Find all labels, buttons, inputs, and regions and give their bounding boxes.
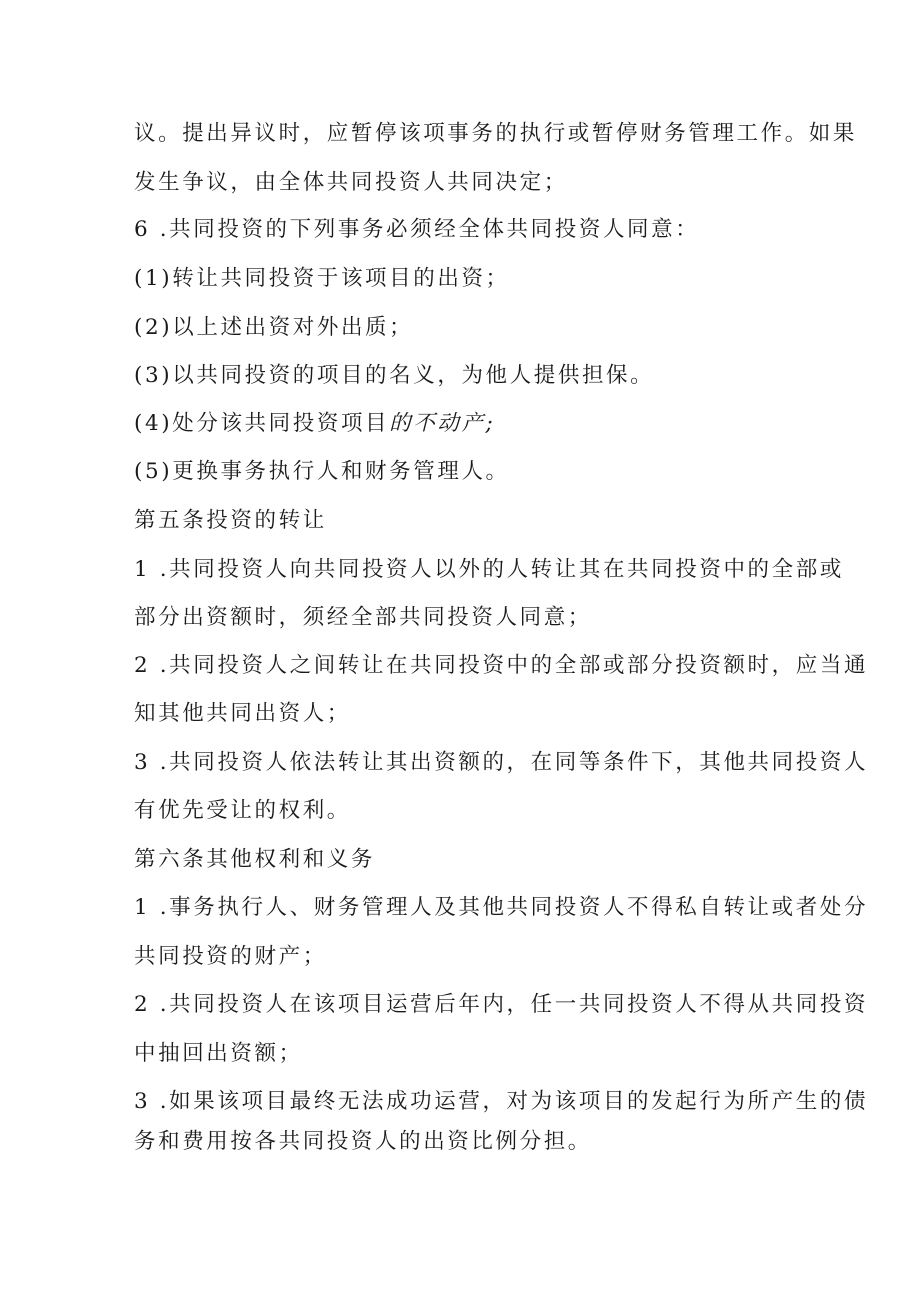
article-6-item-3-line-1: 3 .如果该项目最终无法成功运营，对为该项目的发起行为所产生的债 [134,1089,869,1114]
paragraph-line-2: 发生争议，由全体共同投资人共同决定； [134,170,568,195]
article-5-title: 第五条投资的转让 [134,508,327,533]
clause-6-item-4 [134,410,814,438]
article-6-title: 第六条其他权利和义务 [134,847,376,872]
clause-6-item-5: (5)更换事务执行人和财务管理人。 [134,459,510,484]
article-6-item-3-line-2: 务和费用按各共同投资人的出资比例分担。 [134,1129,592,1154]
article-5-item-3-line-1: 3 .共同投资人依法转让其出资额的，在同等条件下，其他共同投资人 [134,750,869,775]
clause-6-item-4-text: (4)处分该共同投资项目 [134,411,390,436]
article-5-item-1-line-1: 1 .共同投资人向共同投资人以外的人转让其在共同投资中的全部或 [134,557,844,582]
article-5-item-2-line-1: 2 .共同投资人之间转让在共同投资中的全部或部分投资额时，应当通 [134,653,869,678]
article-5-item-2-line-2: 知其他共同出资人； [134,701,351,726]
article-5-item-1-line-2: 部分出资额时，须经全部共同投资人同意； [134,605,592,630]
clause-6-item-2: (2)以上述出资对外出质； [134,315,414,340]
clause-6-item-4-italic: 的不动产; [389,411,496,436]
paragraph-line-1: 议。提出异议时，应暂停该项事务的执行或暂停财务管理工作。如果 [134,121,858,146]
clause-6-heading: 6 .共同投资的下列事务必须经全体共同投资人同意： [134,217,700,242]
article-6-item-1-line-2: 共同投资的财产； [134,944,327,969]
clause-6-item-3: (3)以共同投资的项目的名义，为他人提供担保。 [134,363,655,388]
article-6-item-1-line-1: 1 .事务执行人、财务管理人及其他共同投资人不得私自转让或者处分 [134,895,869,920]
clause-6-item-1: (1)转让共同投资于该项目的出资； [134,266,510,291]
article-6-item-2-line-1: 2 .共同投资人在该项目运营后年内，任一共同投资人不得从共同投资 [134,992,869,1017]
article-6-item-2-line-2: 中抽回出资额； [134,1041,303,1066]
article-5-item-3-line-2: 有优先受让的权利。 [134,798,351,823]
